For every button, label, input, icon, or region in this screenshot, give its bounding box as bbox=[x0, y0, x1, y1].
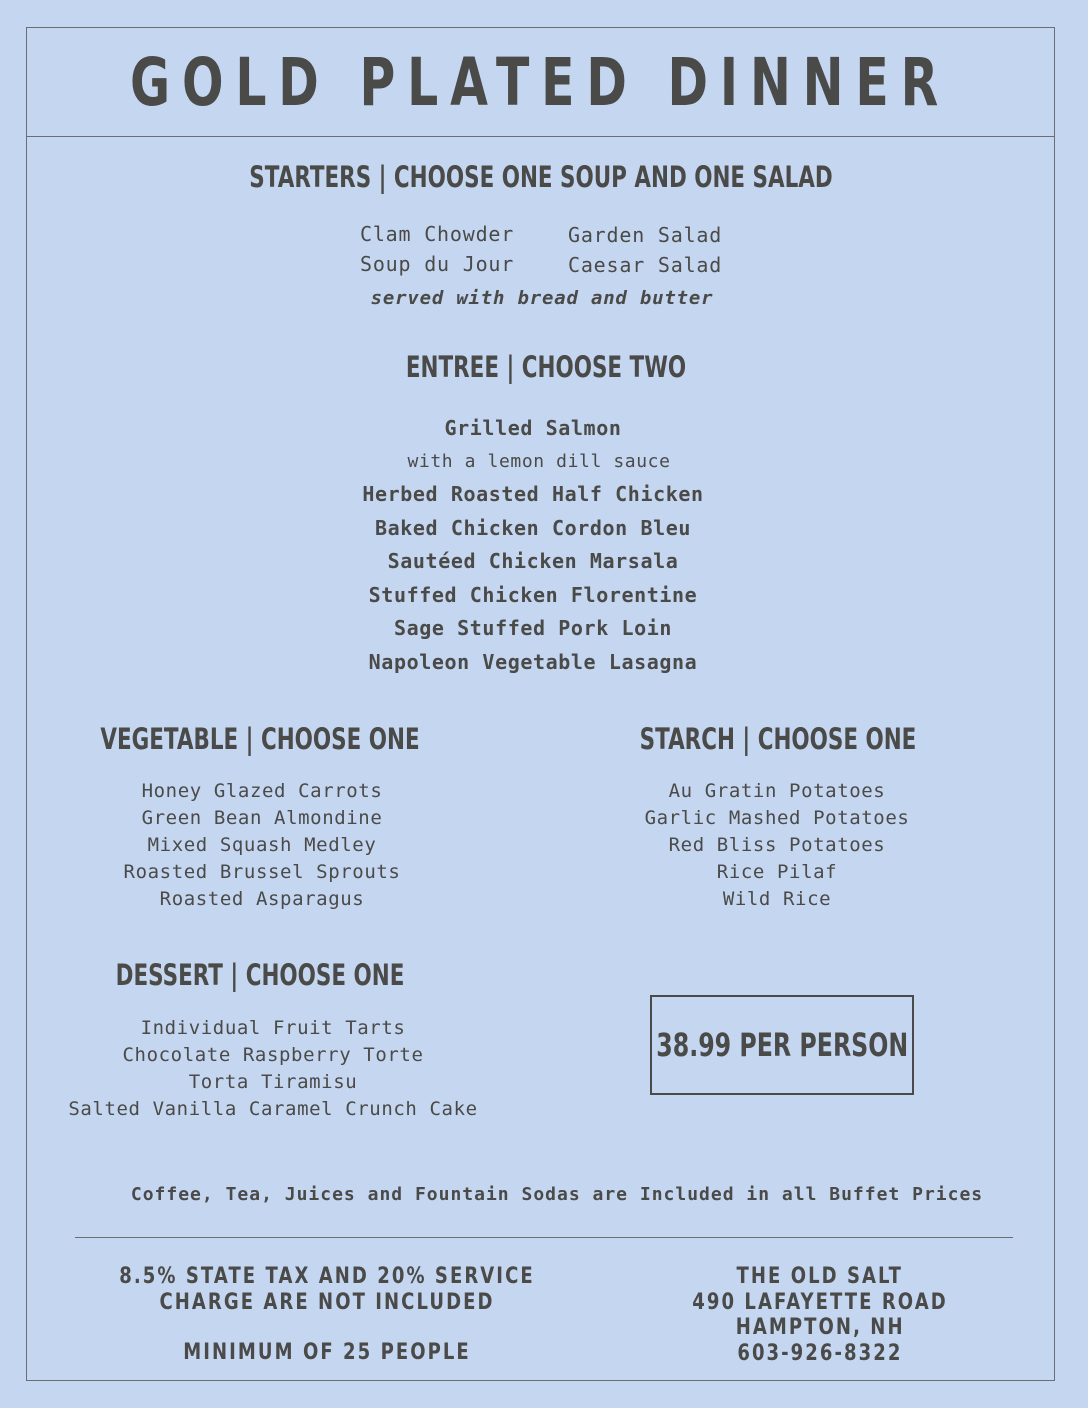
vegetable-list bbox=[124, 778, 401, 913]
soup-item: Soup du Jour bbox=[360, 252, 515, 276]
price-label: 38.99 PER PERSON bbox=[656, 1026, 908, 1064]
starch-item: Rice Pilaf bbox=[716, 861, 838, 883]
dessert-heading: DESSERT | CHOOSE ONE bbox=[115, 958, 405, 992]
minimum-notice: MINIMUM OF 25 PEOPLE bbox=[183, 1340, 471, 1365]
entree-list bbox=[362, 478, 703, 679]
venue-city: HAMPTON, NH bbox=[735, 1315, 905, 1340]
menu-title: GOLD PLATED DINNER bbox=[130, 43, 951, 121]
starters-heading: STARTERS | CHOOSE ONE SOUP AND ONE SALAD bbox=[249, 160, 833, 194]
soup-item: Clam Chowder bbox=[360, 222, 515, 246]
salad-item: Garden Salad bbox=[568, 223, 723, 247]
salad-list bbox=[568, 220, 722, 280]
entree-item: Napoleon Vegetable Lasagna bbox=[368, 649, 698, 674]
price-box bbox=[650, 995, 914, 1095]
vegetable-item: Roasted Brussel Sprouts bbox=[123, 861, 401, 883]
entree-item: Sage Stuffed Pork Loin bbox=[393, 616, 673, 640]
venue-phone: 603-926-8322 bbox=[737, 1340, 903, 1366]
starters-note: served with bread and butter bbox=[370, 287, 714, 309]
tax-notice bbox=[74, 1264, 581, 1366]
dessert-item: Torta Tiramisu bbox=[188, 1071, 358, 1093]
dessert-item: Salted Vanilla Caramel Crunch Cake bbox=[68, 1098, 478, 1120]
footer-divider bbox=[75, 1237, 1013, 1238]
vegetable-item: Mixed Squash Medley bbox=[147, 834, 377, 856]
starch-heading: STARCH | CHOOSE ONE bbox=[639, 722, 917, 756]
starch-item: Wild Rice bbox=[722, 888, 832, 910]
tax-line: 8.5% STATE TAX AND 20% SERVICE bbox=[119, 1264, 535, 1289]
starch-list bbox=[645, 778, 910, 913]
starch-item: Garlic Mashed Potatoes bbox=[644, 807, 910, 829]
starch-item: Red Bliss Potatoes bbox=[668, 834, 886, 856]
venue-contact bbox=[664, 1264, 976, 1366]
tax-line: CHARGE ARE NOT INCLUDED bbox=[159, 1289, 495, 1315]
entree-item: Herbed Roasted Half Chicken bbox=[362, 482, 704, 506]
vegetable-item: Honey Glazed Carrots bbox=[141, 780, 383, 802]
dessert-item: Individual Fruit Tarts bbox=[140, 1017, 406, 1039]
entree-item-featured: Grilled Salmon bbox=[444, 416, 622, 440]
vegetable-item: Roasted Asparagus bbox=[159, 888, 365, 910]
entree-heading: ENTREE | CHOOSE TWO bbox=[405, 350, 687, 384]
entree-item: Stuffed Chicken Florentine bbox=[368, 582, 698, 607]
salad-item: Caesar Salad bbox=[568, 253, 723, 277]
venue-name: THE OLD SALT bbox=[736, 1264, 904, 1289]
entree-item: Baked Chicken Cordon Bleu bbox=[374, 515, 692, 540]
menu-frame bbox=[26, 27, 1055, 1381]
title-bar bbox=[27, 28, 1054, 137]
dessert-list bbox=[68, 1015, 477, 1123]
vegetable-item: Green Bean Almondine bbox=[141, 807, 383, 829]
venue-address: 490 LAFAYETTE ROAD bbox=[692, 1289, 948, 1315]
vegetable-heading: VEGETABLE | CHOOSE ONE bbox=[100, 722, 420, 756]
soup-list bbox=[360, 219, 514, 279]
entree-item-note: with a lemon dill sauce bbox=[407, 451, 671, 472]
starch-item: Au Gratin Potatoes bbox=[668, 780, 886, 802]
beverages-note: Coffee, Tea, Juices and Fountain Sodas are Included in all Buffet Prices bbox=[130, 1184, 984, 1205]
entree-item: Sautéed Chicken Marsala bbox=[387, 549, 679, 573]
dessert-item: Chocolate Raspberry Torte bbox=[122, 1044, 424, 1066]
